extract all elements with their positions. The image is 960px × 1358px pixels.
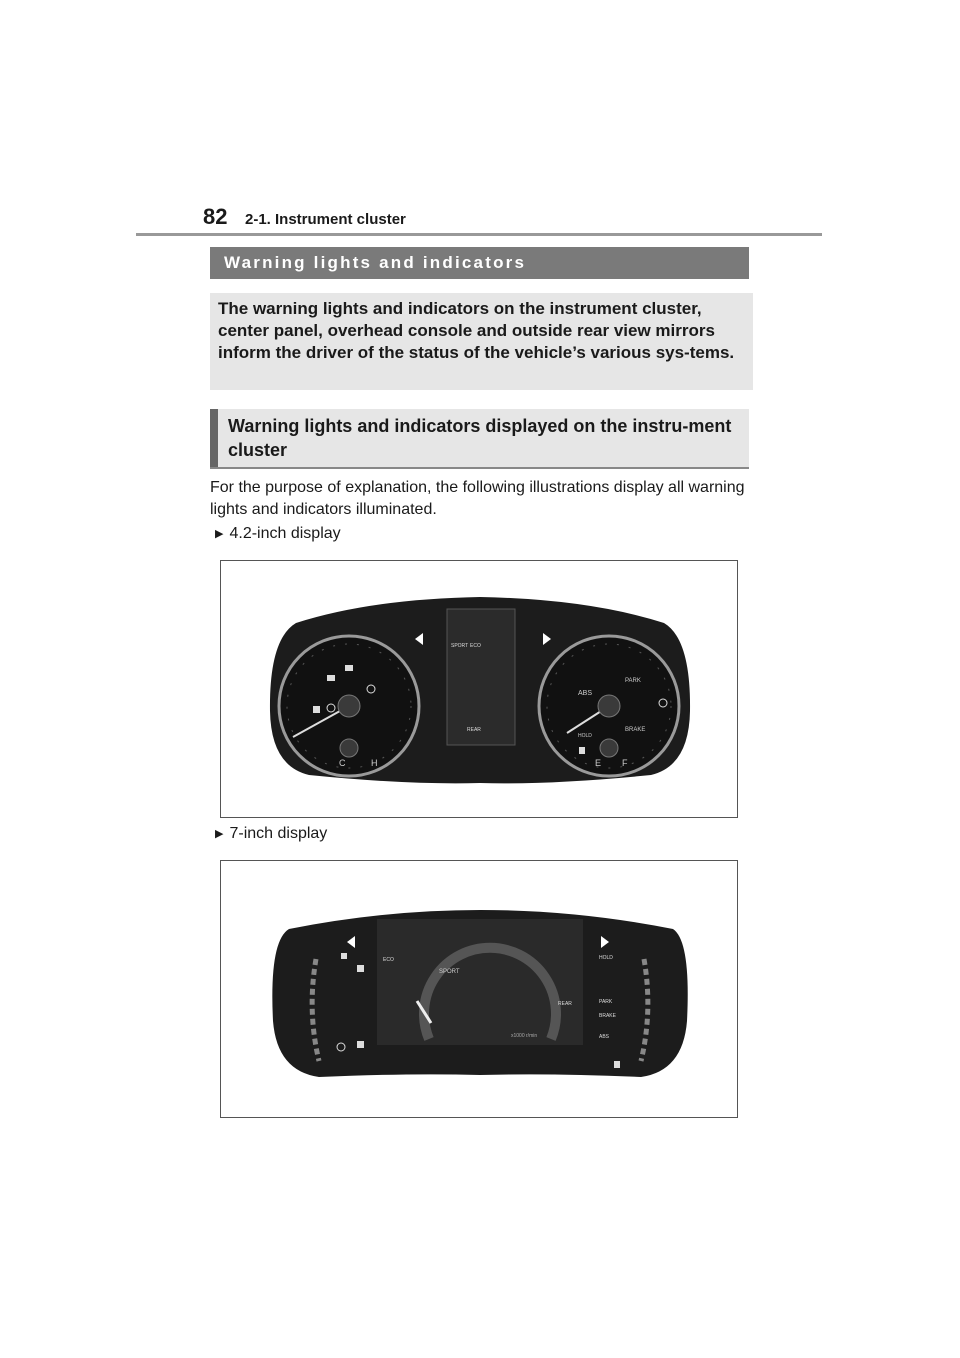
warning-lamp-icon bbox=[357, 965, 364, 972]
brake-label: BRAKE bbox=[599, 1013, 616, 1019]
cluster-illustration-4-2-inch bbox=[220, 560, 738, 818]
sport-mode-label: SPORT bbox=[439, 969, 460, 975]
sub-heading-text: Warning lights and indicators displayed on the instru-ment cluster bbox=[228, 416, 732, 460]
bullet-arrow-icon: ▶ bbox=[215, 828, 224, 840]
figure-caption-4-2-inch bbox=[215, 525, 341, 543]
main-heading bbox=[210, 247, 749, 279]
warning-lamp-icon bbox=[341, 953, 347, 959]
caption-text: 4.2-inch display bbox=[229, 525, 341, 542]
center-display bbox=[447, 609, 515, 745]
hold-label-top: HOLD bbox=[599, 955, 613, 961]
warning-lamp-icon bbox=[313, 706, 320, 713]
page-number: 82 bbox=[203, 204, 228, 229]
park-label: PARK bbox=[625, 678, 641, 684]
bullet-arrow-icon: ▶ bbox=[215, 528, 224, 540]
warning-lamp-icon bbox=[327, 675, 335, 681]
abs-label: ABS bbox=[578, 690, 593, 697]
rpm-unit-label: x1000 r/min bbox=[511, 1033, 538, 1039]
intro-box bbox=[210, 293, 753, 390]
sport-mode-label: SPORT bbox=[451, 643, 469, 649]
temp-hot-label: H bbox=[371, 758, 378, 768]
temp-cold-label: C bbox=[339, 758, 346, 768]
tachometer-gauge bbox=[279, 636, 419, 776]
speedometer-gauge bbox=[539, 636, 679, 776]
section-title: 2-1. Instrument cluster bbox=[245, 211, 406, 228]
eco-mode-label: ECO bbox=[470, 643, 481, 649]
header-rule bbox=[136, 233, 822, 236]
brake-label: BRAKE bbox=[625, 727, 646, 733]
park-label: PARK bbox=[599, 999, 613, 1005]
rear-seatbelt-label: REAR bbox=[558, 1001, 572, 1007]
rear-seatbelt-label: REAR bbox=[467, 727, 481, 733]
body-text: For the purpose of explanation, the following illustrations display all warning lights and indicators illuminated. bbox=[210, 479, 745, 518]
eco-mode-label: ECO bbox=[383, 957, 394, 963]
intro-text: The warning lights and indicators on the instrument cluster, center panel, overhead console and outside rear view mirrors inform the driver of the status of the vehicle’s various sys-tems. bbox=[218, 299, 735, 362]
sub-heading-rule bbox=[210, 467, 749, 469]
caption-text: 7-inch display bbox=[229, 825, 328, 842]
hold-label: HOLD bbox=[578, 733, 592, 739]
main-heading-text: Warning lights and indicators bbox=[224, 253, 527, 272]
warning-lamp-icon bbox=[357, 1041, 364, 1048]
fuel-pump-icon bbox=[614, 1061, 620, 1068]
fuel-empty-label: E bbox=[595, 758, 602, 768]
fuel-pump-icon bbox=[579, 747, 585, 754]
cluster-illustration-7-inch bbox=[220, 860, 738, 1118]
fuel-full-label: F bbox=[622, 758, 628, 768]
abs-label: ABS bbox=[599, 1034, 610, 1040]
sub-heading bbox=[210, 409, 749, 467]
figure-caption-7-inch bbox=[215, 825, 327, 843]
warning-lamp-icon bbox=[345, 665, 353, 671]
